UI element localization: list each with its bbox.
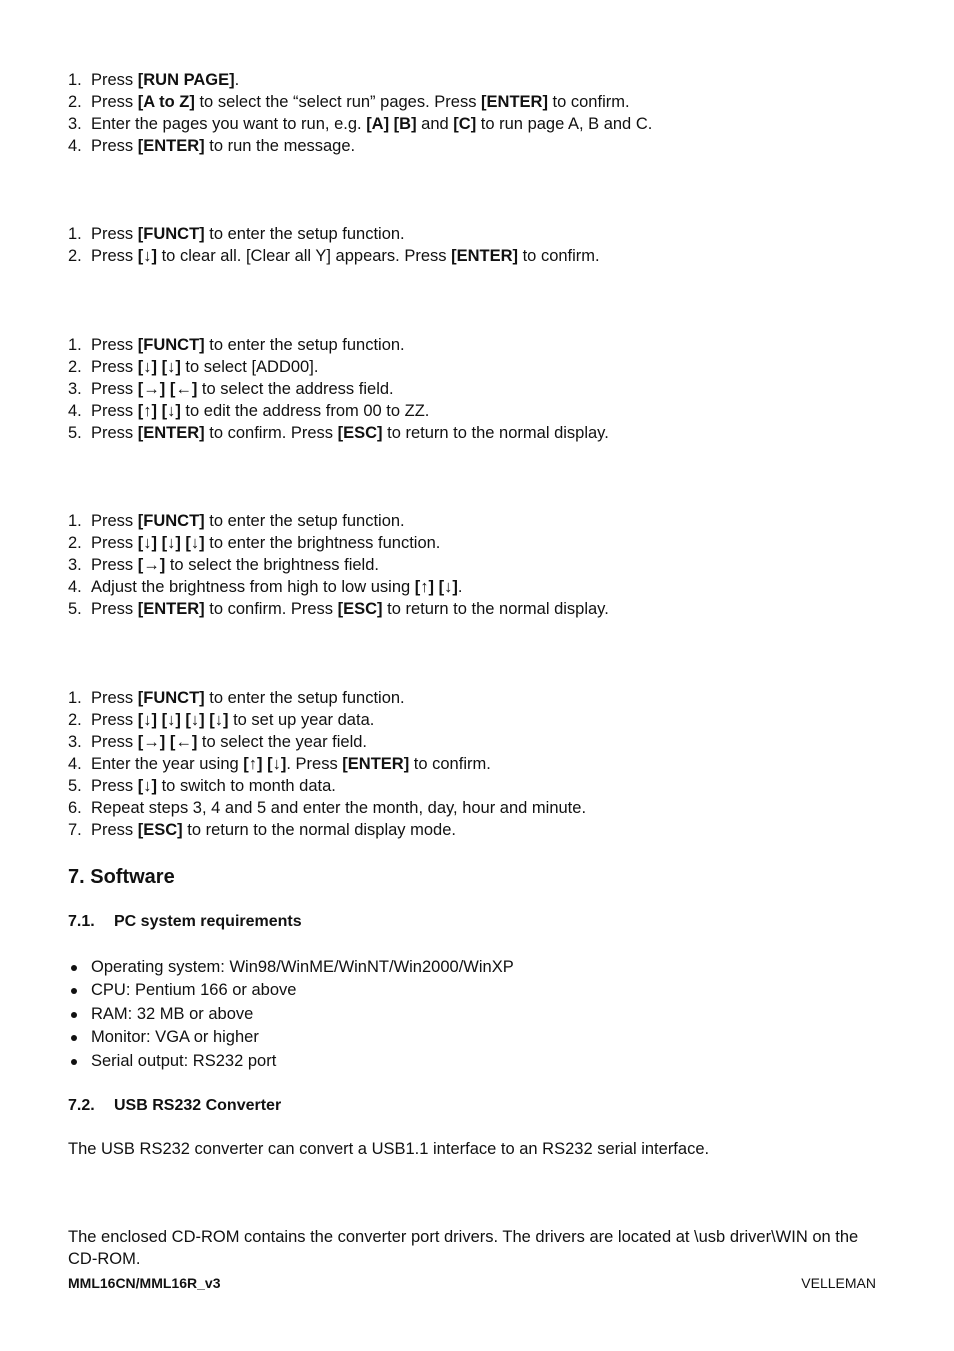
steps-clock	[68, 687, 586, 841]
step-text: Press	[91, 733, 138, 751]
subheading-number: 7.1.	[68, 913, 95, 930]
step-text: Press	[91, 534, 138, 552]
key-label: [C]	[453, 115, 477, 133]
step-text: to switch to month data.	[157, 777, 336, 795]
step-item	[68, 510, 609, 532]
step-text: to run page A, B and C.	[476, 115, 653, 133]
subheading-pc-requirements	[68, 912, 302, 932]
step-text: Press	[91, 556, 138, 574]
step-number: 4.	[68, 137, 82, 155]
subheading-title: USB RS232 Converter	[114, 1097, 282, 1114]
step-number: 3.	[68, 380, 82, 398]
key-label: [ENTER]	[342, 755, 410, 773]
step-text: Press	[91, 424, 138, 442]
key-label: [A] [B]	[366, 115, 417, 133]
step-text: Enter the year using	[91, 755, 244, 773]
subheading-title: PC system requirements	[114, 913, 302, 930]
steps-run-page	[68, 69, 652, 157]
key-label: [ENTER]	[137, 137, 205, 155]
step-text: to select the address field.	[197, 380, 394, 398]
step-item	[68, 819, 586, 841]
list-item: Serial output: RS232 port	[68, 1050, 514, 1073]
step-text: to confirm. Press	[204, 600, 338, 618]
step-number: 2.	[68, 358, 82, 376]
step-text: to select the year field.	[197, 733, 368, 751]
step-item	[68, 334, 609, 356]
bullet-icon	[71, 965, 77, 971]
step-number: 3.	[68, 733, 82, 751]
step-text: to enter the setup function.	[204, 336, 405, 354]
step-text: Press	[91, 71, 138, 89]
step-item	[68, 554, 609, 576]
step-item	[68, 532, 609, 554]
footer-model: MML16CN/MML16R_v3	[68, 1275, 221, 1291]
bullet-icon	[71, 1035, 77, 1041]
key-label: [↓]	[137, 777, 158, 795]
step-text: to select the “select run” pages. Press	[194, 93, 482, 111]
step-text: to return to the normal display.	[382, 600, 609, 618]
step-number: 4.	[68, 578, 82, 596]
step-text: to confirm.	[518, 247, 600, 265]
step-number: 5.	[68, 777, 82, 795]
usb-paragraph-1: The USB RS232 converter can convert a USB1.1 interface to an RS232 serial interface.	[68, 1140, 710, 1158]
step-text: Adjust the brightness from high to low using	[91, 578, 415, 596]
step-text: and	[416, 115, 454, 133]
step-text: Press	[91, 93, 138, 111]
pc-requirements-list	[68, 956, 514, 1073]
step-number: 1.	[68, 71, 82, 89]
step-item	[68, 69, 652, 91]
list-item: CPU: Pentium 166 or above	[68, 979, 514, 1002]
key-label: [↓] [↓] [↓] [↓]	[137, 711, 229, 729]
list-item: Operating system: Win98/WinME/WinNT/Win2000/WinXP	[68, 956, 514, 979]
step-text: to edit the address from 00 to ZZ.	[180, 402, 430, 420]
key-label: [FUNCT]	[137, 225, 205, 243]
key-label: [↓] [↓] [↓]	[137, 534, 205, 552]
step-number: 1.	[68, 512, 82, 530]
step-item	[68, 775, 586, 797]
step-number: 1.	[68, 689, 82, 707]
step-text: Press	[91, 821, 138, 839]
usb-paragraph-2: The enclosed CD-ROM contains the converter port drivers. The drivers are located at \usb driver\WIN on the CD-ROM.	[68, 1228, 859, 1268]
step-item	[68, 709, 586, 731]
bullet-icon	[71, 1059, 77, 1065]
key-label: [ESC]	[337, 600, 383, 618]
bullet-icon	[71, 988, 77, 994]
step-item	[68, 731, 586, 753]
step-item	[68, 687, 586, 709]
step-text: . Press	[286, 755, 343, 773]
step-text: Press	[91, 358, 138, 376]
step-text: to run the message.	[204, 137, 356, 155]
step-text: to select [ADD00].	[180, 358, 319, 376]
step-number: 2.	[68, 711, 82, 729]
key-label: [RUN PAGE]	[137, 71, 235, 89]
step-text: Press	[91, 336, 138, 354]
step-text: to confirm. Press	[204, 424, 338, 442]
step-text: to return to the normal display.	[382, 424, 609, 442]
step-text: Repeat steps 3, 4 and 5 and enter the month, day, hour and minute.	[91, 799, 587, 817]
step-number: 2.	[68, 93, 82, 111]
step-number: 6.	[68, 799, 82, 817]
key-label: [FUNCT]	[137, 689, 205, 707]
step-text: Press	[91, 777, 138, 795]
step-text: Enter the pages you want to run, e.g.	[91, 115, 367, 133]
subheading-usb-converter	[68, 1096, 281, 1116]
key-label: [↓] [↓]	[137, 358, 181, 376]
step-item	[68, 223, 600, 245]
key-label: [→]	[137, 556, 166, 574]
list-item: Monitor: VGA or higher	[68, 1026, 514, 1049]
step-text: to confirm.	[409, 755, 491, 773]
list-item: RAM: 32 MB or above	[68, 1003, 514, 1026]
bullet-icon	[71, 1012, 77, 1018]
step-text: Press	[91, 600, 138, 618]
step-number: 2.	[68, 534, 82, 552]
step-item	[68, 113, 652, 135]
step-item	[68, 378, 609, 400]
key-label: [ENTER]	[451, 247, 519, 265]
step-item	[68, 422, 609, 444]
key-label: [↑] [↓]	[243, 755, 287, 773]
key-label: [↓]	[137, 247, 158, 265]
step-text: to select the brightness field.	[165, 556, 379, 574]
step-number: 3.	[68, 115, 82, 133]
step-text: to set up year data.	[228, 711, 375, 729]
step-item	[68, 135, 652, 157]
step-text: Press	[91, 380, 138, 398]
step-text: Press	[91, 225, 138, 243]
section-heading-software: 7. Software	[68, 866, 175, 888]
step-text: Press	[91, 689, 138, 707]
footer-brand: VELLEMAN	[801, 1275, 876, 1291]
step-text: to enter the setup function.	[204, 225, 405, 243]
step-text: .	[457, 578, 463, 596]
step-number: 5.	[68, 600, 82, 618]
step-text: .	[234, 71, 240, 89]
key-label: [ESC]	[337, 424, 383, 442]
step-number: 2.	[68, 247, 82, 265]
step-text: to enter the setup function.	[204, 689, 405, 707]
key-label: [ENTER]	[137, 600, 205, 618]
step-text: Press	[91, 137, 138, 155]
key-label: [ENTER]	[137, 424, 205, 442]
step-item	[68, 598, 609, 620]
step-item	[68, 91, 652, 113]
step-item	[68, 753, 586, 775]
step-number: 1.	[68, 225, 82, 243]
subheading-number: 7.2.	[68, 1097, 95, 1114]
key-label: [→] [←]	[137, 733, 198, 751]
step-text: Press	[91, 402, 138, 420]
key-label: [↑] [↓]	[137, 402, 181, 420]
step-number: 3.	[68, 556, 82, 574]
steps-address	[68, 334, 609, 444]
step-number: 7.	[68, 821, 82, 839]
step-number: 4.	[68, 402, 82, 420]
step-text: to enter the brightness function.	[204, 534, 441, 552]
key-label: [ENTER]	[481, 93, 548, 111]
key-label: [→] [←]	[137, 380, 198, 398]
step-text: Press	[91, 247, 138, 265]
step-item	[68, 797, 586, 819]
step-item	[68, 400, 609, 422]
key-label: [FUNCT]	[137, 512, 205, 530]
step-item	[68, 245, 600, 267]
step-item	[68, 356, 609, 378]
step-text: to enter the setup function.	[204, 512, 405, 530]
step-number: 5.	[68, 424, 82, 442]
step-number: 1.	[68, 336, 82, 354]
key-label: [↑] [↓]	[414, 578, 458, 596]
step-text: to return to the normal display mode.	[182, 821, 456, 839]
steps-clear-all	[68, 223, 600, 267]
step-text: Press	[91, 512, 138, 530]
steps-brightness	[68, 510, 609, 620]
step-item	[68, 576, 609, 598]
step-text: to clear all. [Clear all Y] appears. Press	[157, 247, 452, 265]
key-label: [FUNCT]	[137, 336, 205, 354]
step-text: to confirm.	[547, 93, 630, 111]
key-label: [ESC]	[137, 821, 183, 839]
key-label: [A to Z]	[137, 93, 195, 111]
step-number: 4.	[68, 755, 82, 773]
step-text: Press	[91, 711, 138, 729]
